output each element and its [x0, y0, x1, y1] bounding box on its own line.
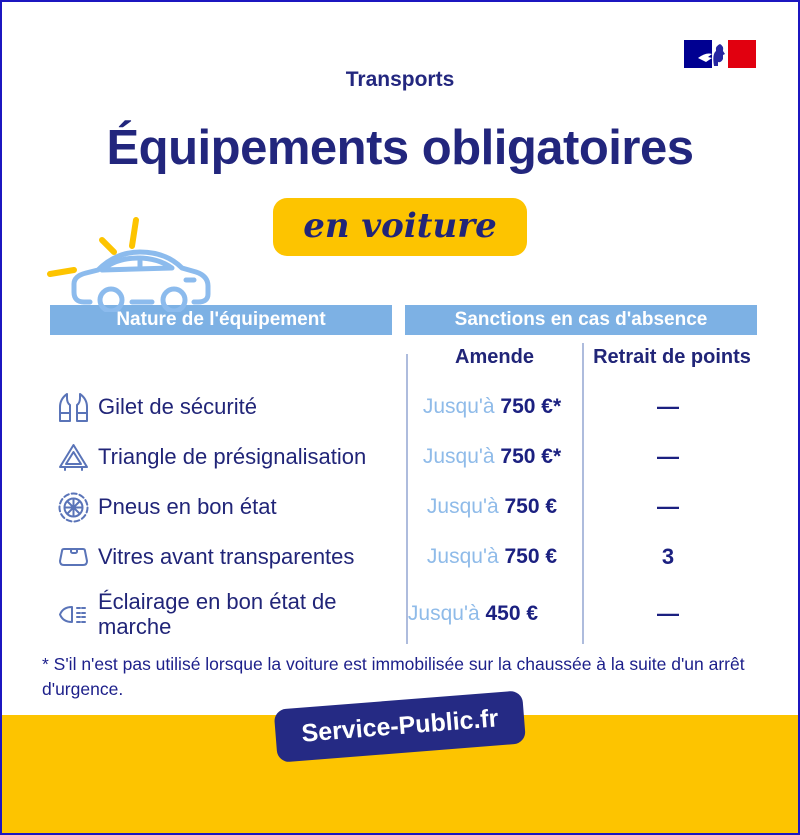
amende-cell — [366, 602, 580, 626]
table-row — [2, 482, 762, 532]
amende-value: 750 € — [504, 545, 558, 568]
amende-prefix: Jusqu'à — [407, 602, 480, 625]
equipment-column-header: Nature de l'équipement — [50, 305, 392, 335]
equipment-label: Pneus en bon état — [98, 494, 277, 520]
equipment-label: Éclairage en bon état de marche — [98, 588, 337, 639]
amende-value: 750 € — [504, 495, 558, 518]
points-cell: — — [657, 494, 679, 519]
table-row — [2, 532, 762, 582]
flag-red-stripe — [728, 40, 756, 68]
tire-icon — [50, 489, 96, 526]
points-cell: — — [657, 601, 679, 626]
page-title: Équipements obligatoires — [106, 121, 694, 175]
equipment-label: Triangle de présignalisation — [98, 444, 367, 470]
points-cell: 3 — [661, 544, 675, 569]
table-row — [2, 432, 762, 482]
marianne-profile — [713, 44, 725, 66]
car-illustration — [36, 210, 221, 312]
amende-value: 450 € — [485, 602, 539, 625]
title-highlight-badge: en voiture — [273, 198, 527, 256]
spark-ray-icon — [102, 240, 114, 252]
table-row — [2, 582, 762, 646]
amende-prefix: Jusqu'à — [426, 495, 499, 518]
windshield-icon — [50, 539, 96, 576]
points-cell: — — [657, 394, 679, 419]
french-government-flag-logo — [678, 36, 762, 72]
headlight-icon — [50, 596, 96, 633]
equipment-label: Vitres avant transparentes — [98, 544, 355, 570]
amende-cell — [404, 495, 580, 519]
amende-cell — [404, 445, 580, 469]
points-subheader: Retrait de points — [593, 346, 751, 368]
amende-prefix: Jusqu'à — [422, 395, 495, 418]
sanctions-column-header: Sanctions en cas d'absence — [405, 305, 757, 335]
equipment-table — [2, 382, 762, 646]
service-public-logo: Service-Public.fr — [274, 690, 527, 762]
category-label: Transports — [345, 68, 455, 91]
table-row — [2, 382, 762, 432]
footnote: * S'il n'est pas utilisé lorsque la voiture est immobilisée sur la chaussée à la suite d'un arrêt d'urgence. — [42, 654, 745, 700]
amende-subheader: Amende — [455, 346, 534, 368]
amende-prefix: Jusqu'à — [426, 545, 499, 568]
spark-ray-icon — [132, 220, 136, 246]
points-cell: — — [657, 444, 679, 469]
amende-value: 750 €* — [500, 445, 562, 468]
amende-value: 750 €* — [500, 395, 562, 418]
safety-vest-icon — [50, 389, 96, 426]
amende-cell — [404, 395, 580, 419]
spark-ray-icon — [50, 270, 74, 274]
amende-cell — [404, 545, 580, 569]
warning-triangle-icon — [50, 439, 96, 476]
equipment-label: Gilet de sécurité — [98, 394, 257, 420]
amende-prefix: Jusqu'à — [422, 445, 495, 468]
